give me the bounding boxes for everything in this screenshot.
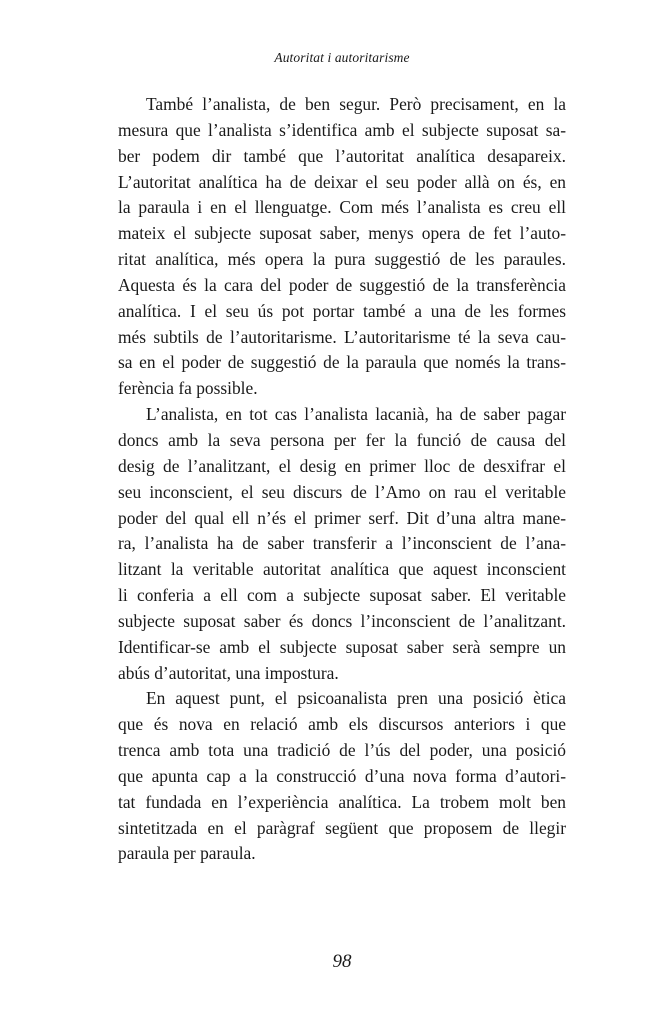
text-line: tat fundada en l’experiència analítica. La trobem molt ben [118, 791, 566, 812]
text-line: Aquesta és la cara del poder de suggestió de la transferència [118, 274, 566, 295]
text-line: paraula per paraula. [118, 843, 256, 864]
running-header: Autoritat i autoritarisme [274, 50, 410, 65]
body-text [118, 92, 566, 867]
paragraph-2 [118, 402, 566, 686]
text-line: ritat analítica, més opera la pura suggestió de les paraules. [118, 249, 566, 270]
text-line: trenca amb tota una tradició de l’ús del poder, una posició [118, 740, 566, 761]
text-line: sintetitzada en el paràgraf següent que proposem de llegir [118, 817, 566, 838]
page-number: 98 [332, 951, 352, 972]
text-line: L’autoritat analítica ha de deixar el seu poder allà on és, en [118, 171, 566, 192]
text-line: doncs amb la seva persona per fer la funció de causa del [118, 429, 566, 450]
text-line: ber podem dir també que l’autoritat analítica desapareix. [118, 145, 566, 166]
paragraph-3 [118, 686, 566, 867]
text-line: Identificar-se amb el subjecte suposat saber serà sempre un [118, 636, 566, 657]
text-line: més subtils de l’autoritarisme. L’autoritarisme té la seva cau- [118, 326, 566, 347]
text-line: L’analista, en tot cas l’analista lacanià, ha de saber pagar [146, 404, 566, 425]
text-line: sa en el poder de suggestió de la paraula que només la trans- [118, 352, 566, 373]
paragraph-1 [118, 92, 566, 402]
text-line: que apunta cap a la construcció d’una nova forma d’autori- [118, 765, 566, 786]
text-line: li conferia a ell com a subjecte suposat saber. El veritable [118, 585, 566, 606]
text-line: També l’analista, de ben segur. Però precisament, en la [146, 94, 566, 114]
text-line: la paraula i en el llenguatge. Com més l’analista es creu ell [118, 197, 566, 218]
text-line: En aquest punt, el psicoanalista pren una posició ètica [146, 688, 566, 709]
text-line: subjecte suposat saber és doncs l’inconscient de l’analitzant. [118, 610, 566, 631]
text-line: ferència fa possible. [118, 378, 258, 399]
text-line: abús d’autoritat, una impostura. [118, 662, 339, 683]
text-line: mesura que l’analista s’identifica amb el subjecte suposat sa- [118, 119, 566, 140]
text-line: desig de l’analitzant, el desig en primer lloc de desxifrar el [118, 455, 566, 476]
text-line: ra, l’analista ha de saber transferir a l’inconscient de l’ana- [118, 533, 566, 554]
text-line: seu inconscient, el seu discurs de l’Amo on rau el veritable [118, 481, 566, 502]
text-line: que és nova en relació amb els discursos anteriors i que [118, 714, 566, 735]
text-line: mateix el subjecte suposat saber, menys opera de fet l’auto- [118, 223, 566, 244]
text-line: litzant la veritable autoritat analítica que aquest inconscient [118, 559, 566, 580]
text-line: analítica. I el seu ús pot portar també a una de les formes [118, 300, 566, 321]
text-line: poder del qual ell n’és el primer serf. Dit d’una altra mane- [118, 507, 566, 528]
